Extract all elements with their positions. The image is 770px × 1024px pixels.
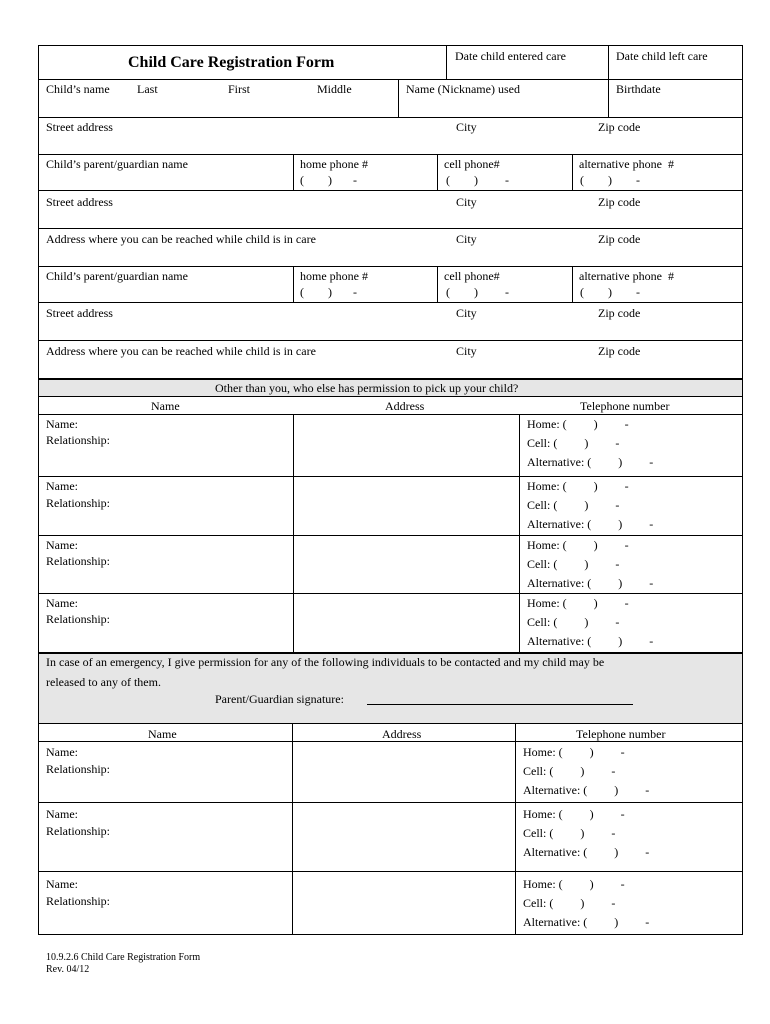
alt-phone-format: ( ) - [580, 173, 640, 187]
person-name-label: Name: [46, 479, 78, 493]
divider [293, 266, 294, 302]
alt-phone-label: alternative phone # [579, 269, 674, 283]
divider [38, 593, 743, 594]
divider [38, 266, 743, 267]
divider [38, 414, 743, 415]
person-alt-phone: Alternative: ( ) - [527, 517, 654, 531]
divider [398, 79, 399, 117]
emergency-text-line1: In case of an emergency, I give permission for any of the following individuals to be contacted and my child may be [46, 655, 605, 669]
person-name-label: Name: [46, 417, 78, 431]
person-relationship-label: Relationship: [46, 894, 110, 908]
col-address-header: Address [385, 399, 425, 413]
person-cell-phone: Cell: ( ) - [527, 615, 620, 629]
zip-label: Zip code [598, 195, 641, 209]
col-name-header: Name [148, 727, 177, 741]
divider [437, 154, 438, 190]
divider [38, 190, 743, 191]
parent-name-label: Child’s parent/guardian name [46, 269, 188, 283]
divider [572, 266, 573, 302]
person-home-phone: Home: ( ) - [523, 745, 625, 759]
home-phone-label: home phone # [300, 157, 368, 171]
person-relationship-label: Relationship: [46, 824, 110, 838]
person-name-label: Name: [46, 538, 78, 552]
footer-revision: Rev. 04/12 [46, 964, 90, 975]
divider [38, 871, 743, 872]
divider [608, 45, 609, 117]
person-name-label: Name: [46, 745, 78, 759]
divider [38, 79, 743, 80]
divider [519, 414, 520, 653]
city-label: City [456, 232, 477, 246]
person-relationship-label: Relationship: [46, 554, 110, 568]
divider [38, 741, 743, 742]
person-relationship-label: Relationship: [46, 762, 110, 776]
home-phone-format: ( ) - [300, 285, 357, 299]
zip-label: Zip code [598, 120, 641, 134]
person-home-phone: Home: ( ) - [527, 417, 629, 431]
cell-phone-label: cell phone# [444, 269, 500, 283]
zip-label: Zip code [598, 306, 641, 320]
person-relationship-label: Relationship: [46, 433, 110, 447]
divider [437, 266, 438, 302]
col-phone-header: Telephone number [580, 399, 670, 413]
signature-line[interactable] [367, 704, 633, 705]
divider [38, 340, 743, 341]
home-phone-format: ( ) - [300, 173, 357, 187]
divider [38, 228, 743, 229]
street-address-label: Street address [46, 306, 113, 320]
city-label: City [456, 195, 477, 209]
divider [515, 723, 516, 935]
person-relationship-label: Relationship: [46, 612, 110, 626]
divider [38, 535, 743, 536]
signature-label: Parent/Guardian signature: [215, 692, 344, 706]
reach-address-label: Address where you can be reached while child is in care [46, 232, 316, 246]
divider [38, 802, 743, 803]
person-alt-phone: Alternative: ( ) - [523, 783, 650, 797]
person-name-label: Name: [46, 596, 78, 610]
footer-form-id: 10.9.2.6 Child Care Registration Form [46, 952, 201, 963]
person-alt-phone: Alternative: ( ) - [527, 634, 654, 648]
parent-name-label: Child’s parent/guardian name [46, 157, 188, 171]
middle-name-label: Middle [317, 82, 352, 96]
divider [38, 302, 743, 303]
person-name-label: Name: [46, 877, 78, 891]
city-label: City [456, 344, 477, 358]
birthdate-label: Birthdate [616, 82, 661, 96]
alt-phone-label: alternative phone # [579, 157, 674, 171]
nickname-label: Name (Nickname) used [406, 82, 520, 96]
zip-label: Zip code [598, 232, 641, 246]
person-home-phone: Home: ( ) - [527, 596, 629, 610]
form-title: Child Care Registration Form [128, 54, 335, 71]
person-alt-phone: Alternative: ( ) - [523, 845, 650, 859]
person-home-phone: Home: ( ) - [527, 538, 629, 552]
col-name-header: Name [151, 399, 180, 413]
person-cell-phone: Cell: ( ) - [523, 764, 616, 778]
divider [293, 414, 294, 653]
divider [572, 154, 573, 190]
city-label: City [456, 306, 477, 320]
divider [293, 154, 294, 190]
person-cell-phone: Cell: ( ) - [527, 498, 620, 512]
emergency-text-line2: released to any of them. [46, 675, 161, 689]
person-cell-phone: Cell: ( ) - [527, 436, 620, 450]
street-address-label: Street address [46, 195, 113, 209]
alt-phone-format: ( ) - [580, 285, 640, 299]
person-cell-phone: Cell: ( ) - [527, 557, 620, 571]
person-alt-phone: Alternative: ( ) - [527, 455, 654, 469]
city-label: City [456, 120, 477, 134]
divider [38, 396, 743, 397]
person-home-phone: Home: ( ) - [523, 877, 625, 891]
date-left-label: Date child left care [616, 49, 708, 63]
date-entered-label: Date child entered care [455, 49, 566, 63]
childs-name-label: Child’s name [46, 82, 110, 96]
pickup-question: Other than you, who else has permission to pick up your child? [215, 381, 519, 395]
divider [38, 154, 743, 155]
person-cell-phone: Cell: ( ) - [523, 896, 616, 910]
col-phone-header: Telephone number [576, 727, 666, 741]
pickup-section [38, 379, 743, 653]
person-cell-phone: Cell: ( ) - [523, 826, 616, 840]
divider [446, 45, 447, 79]
col-address-header: Address [382, 727, 422, 741]
zip-label: Zip code [598, 344, 641, 358]
home-phone-label: home phone # [300, 269, 368, 283]
person-home-phone: Home: ( ) - [523, 807, 625, 821]
person-relationship-label: Relationship: [46, 496, 110, 510]
first-name-label: First [228, 82, 251, 96]
cell-phone-label: cell phone# [444, 157, 500, 171]
person-home-phone: Home: ( ) - [527, 479, 629, 493]
divider [292, 723, 293, 935]
divider [38, 723, 743, 724]
person-alt-phone: Alternative: ( ) - [523, 915, 650, 929]
divider [38, 476, 743, 477]
reach-address-label: Address where you can be reached while child is in care [46, 344, 316, 358]
divider [38, 117, 743, 118]
street-address-label: Street address [46, 120, 113, 134]
person-name-label: Name: [46, 807, 78, 821]
cell-phone-format: ( ) - [446, 173, 509, 187]
last-name-label: Last [137, 82, 158, 96]
person-alt-phone: Alternative: ( ) - [527, 576, 654, 590]
cell-phone-format: ( ) - [446, 285, 509, 299]
